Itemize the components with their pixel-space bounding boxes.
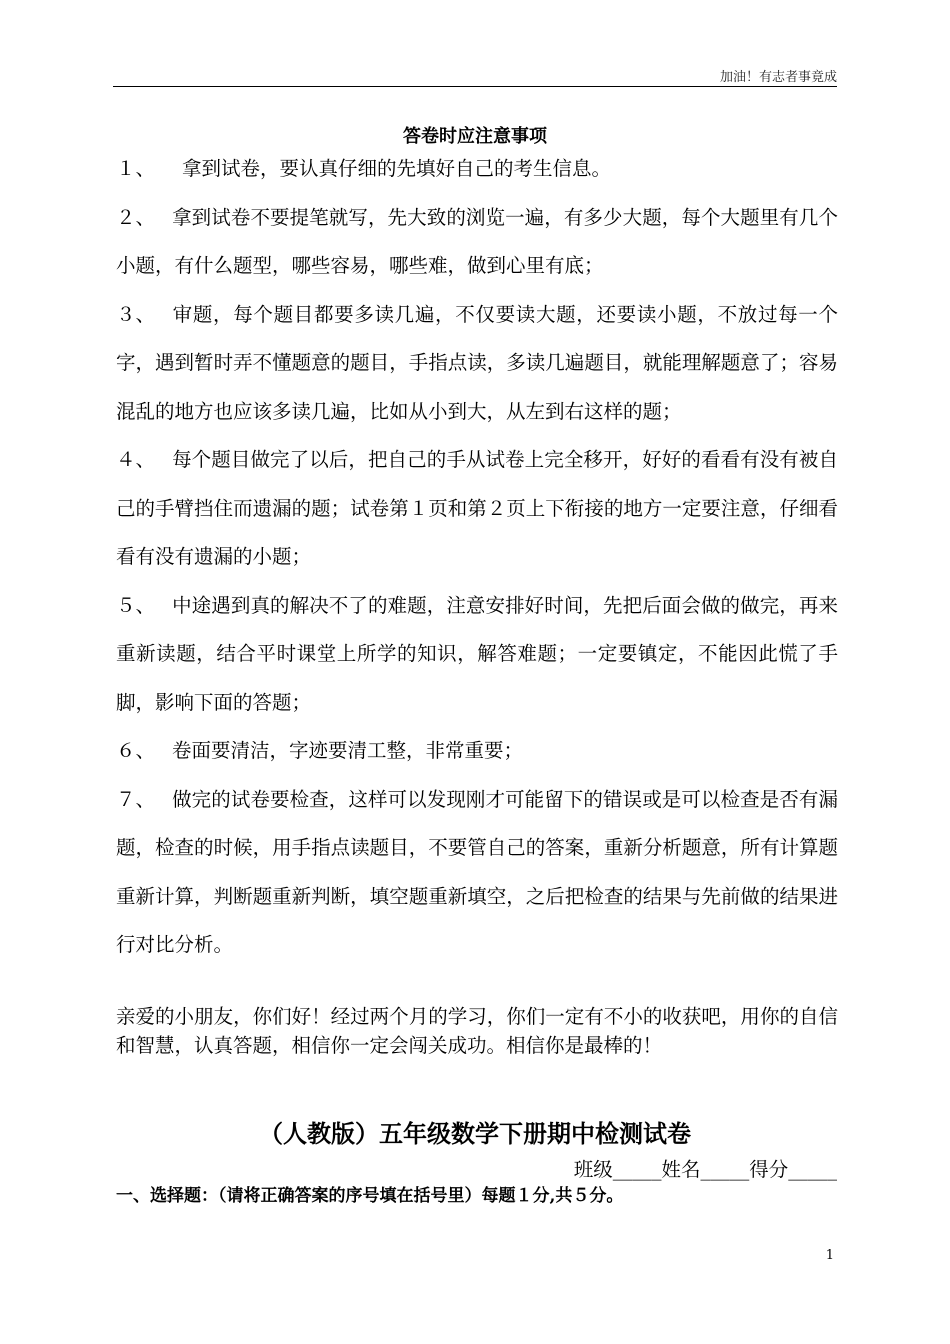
note-text: 拿到试卷，要认真仔细的先填好自己的考生信息。 — [182, 157, 612, 180]
student-info-line: 班级_____姓名_____得分_____ — [573, 1158, 837, 1181]
note-text: 每个题目做完了以后，把自己的手从试卷上完全移开，好好的看看有没有被自己的手臂挡住而遗漏的题；试卷第１页和第２页上下衔接的地方一定要注意，仔细看看有没有遗漏的小题； — [116, 448, 838, 568]
page-number: 1 — [825, 1248, 834, 1263]
note-item — [116, 145, 838, 194]
note-item — [116, 582, 838, 728]
note-item — [116, 436, 838, 582]
header-slogan: 加油！有志者事竟成 — [719, 70, 837, 85]
note-text: 做完的试卷要检查，这样可以发现刚才可能留下的错误或是可以检查是否有漏题，检查的时候，用手指点读题目，不要管自己的答案，重新分析题意，所有计算题重新计算，判断题重新判断，填空题重新填空，之后把检查的结果与先前做的结果进行对比分析。 — [116, 787, 838, 956]
note-number: ５、 — [116, 593, 156, 617]
note-number: ７、 — [116, 787, 156, 811]
header-rule — [113, 86, 837, 87]
note-item — [116, 727, 838, 776]
exam-title: （人教版）五年级数学下册期中检测试卷 — [259, 1119, 691, 1148]
note-number: ６、 — [116, 739, 156, 762]
notes-title: 答卷时应注意事项 — [403, 126, 547, 147]
note-number: ３、 — [116, 302, 156, 326]
note-item — [116, 194, 838, 291]
note-text: 拿到试卷不要提笔就写，先大致的浏览一遍，有多少大题，每个大题里有几个小题，有什么题型，哪些容易，哪些难，做到心里有底； — [116, 205, 838, 277]
note-text: 审题，每个题目都要多读几遍，不仅要读大题，还要读小题，不放过每一个字，遇到暂时弄不懂题意的题目，手指点读，多读几遍题目，就能理解题意了；容易混乱的地方也应该多读几遍，比如从小到大，从左到右这样的题； — [116, 302, 838, 423]
note-number: ４、 — [116, 448, 156, 471]
notes-list — [116, 145, 838, 970]
note-number: １、 — [116, 157, 156, 180]
note-number: ２、 — [116, 205, 156, 229]
note-text: 卷面要清洁，字迹要清工整，非常重要； — [172, 739, 524, 762]
section-heading-choice: 一、选择题：（请将正确答案的序号填在括号里）每题１分,共５分。 — [116, 1186, 624, 1206]
note-item — [116, 776, 838, 970]
note-item — [116, 291, 838, 437]
greeting-paragraph: 亲爱的小朋友，你们好！经过两个月的学习，你们一定有不小的收获吧，用你的自信和智慧，认真答题，相信你一定会闯关成功。相信你是最棒的！ — [116, 1005, 838, 1057]
note-text: 中途遇到真的解决不了的难题，注意安排好时间，先把后面会做的做完，再来重新读题，结合平时课堂上所学的知识，解答难题；一定要镇定，不能因此慌了手脚，影响下面的答题； — [116, 593, 838, 714]
